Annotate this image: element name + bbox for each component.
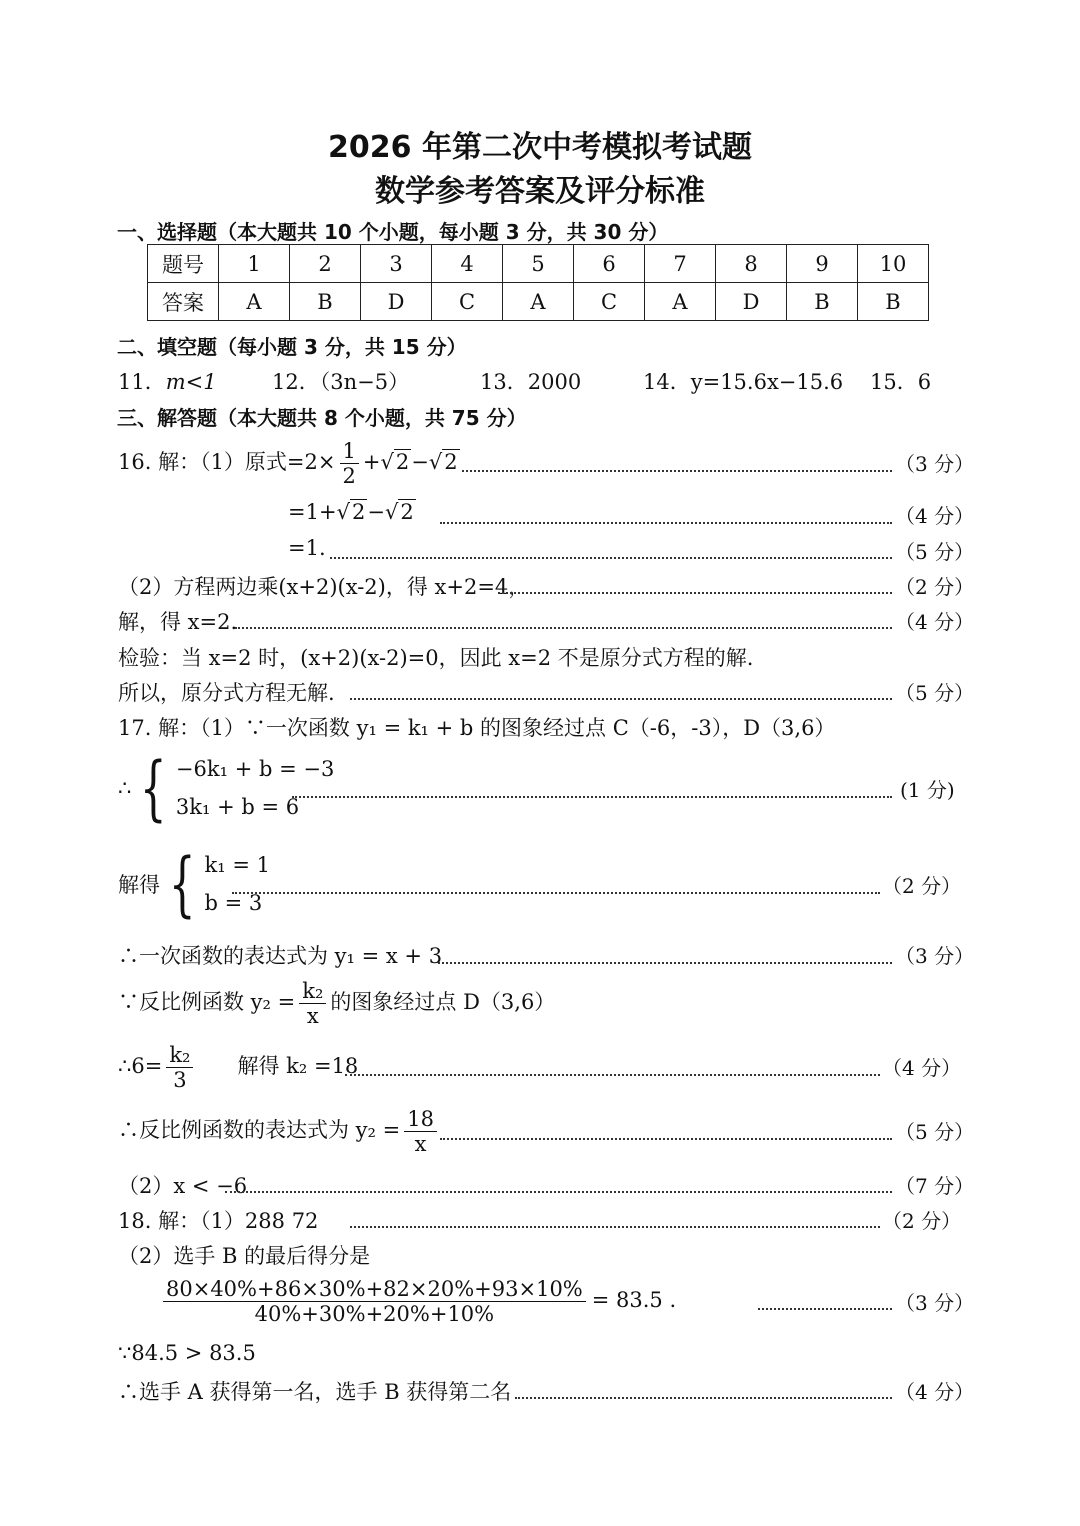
fraction-denominator: 3 xyxy=(173,1068,187,1092)
table-cell: 4 xyxy=(432,245,503,283)
math-text: ∴反比例函数的表达式为 y₂ = xyxy=(118,1118,401,1142)
question-number: 13． xyxy=(480,370,528,394)
q18-line2: （2）选手 B 的最后得分是 xyxy=(118,1244,371,1268)
score-mark: （4 分） xyxy=(895,504,975,528)
sqrt: √2 xyxy=(336,500,366,524)
question-number: 12． xyxy=(272,370,320,394)
q16-part2-line4: 所以，原分式方程无解. xyxy=(118,681,335,705)
answer-table xyxy=(147,244,929,321)
table-cell-label: 答案 xyxy=(148,283,219,321)
fraction xyxy=(166,1043,193,1092)
q17-line1: 17. 解：（1）∵一次函数 y₁ = k₁ + b 的图象经过点 C（-6，-3），D（3,6） xyxy=(118,716,836,740)
dot-leader xyxy=(225,1191,892,1193)
fill-q13 xyxy=(480,366,581,396)
table-cell: B xyxy=(858,283,929,321)
table-cell: 10 xyxy=(858,245,929,283)
table-cell: D xyxy=(716,283,787,321)
fraction xyxy=(340,439,359,488)
section-solution-heading: 三、解答题（本大题共 8 个小题，共 75 分） xyxy=(117,406,527,430)
sqrt: √2 xyxy=(384,500,414,524)
math-text: 的图象经过点 D（3,6） xyxy=(330,990,556,1014)
answer-text: （3n−5） xyxy=(319,370,410,394)
radicand: 2 xyxy=(351,500,366,524)
dot-leader xyxy=(235,627,892,629)
table-cell: C xyxy=(574,283,645,321)
q17-line8: （2）x < −6 xyxy=(118,1174,248,1198)
fill-q15 xyxy=(870,366,931,396)
score-mark: （3 分） xyxy=(895,944,975,968)
dot-leader xyxy=(345,1074,880,1076)
fraction-denominator: 40%+30%+20%+10% xyxy=(254,1302,495,1326)
section-choice-heading: 一、选择题（本大题共 10 个小题，每小题 3 分，共 30 分） xyxy=(117,220,669,244)
table-cell: B xyxy=(290,283,361,321)
sqrt: √2 xyxy=(380,450,410,474)
dot-leader xyxy=(292,796,892,798)
q18-line4: ∵84.5 > 83.5 xyxy=(118,1341,256,1365)
score-mark: （7 分） xyxy=(895,1174,975,1198)
solve-label: 解得 xyxy=(118,873,160,897)
fraction-denominator: 2 xyxy=(342,464,356,488)
exam-subtitle: 数学参考答案及评分标准 xyxy=(375,174,705,209)
table-cell: D xyxy=(361,283,432,321)
q17-system2 xyxy=(118,843,270,925)
sqrt: √2 xyxy=(428,450,458,474)
equation-system xyxy=(205,846,270,922)
q17-line7 xyxy=(118,1102,441,1158)
fraction-numerator: 80×40%+86×30%+82×20%+93×10% xyxy=(163,1277,586,1302)
fraction xyxy=(404,1107,437,1156)
q18-line5: ∴选手 A 获得第一名，选手 B 获得第二名 xyxy=(118,1380,512,1404)
fraction-numerator: k₂ xyxy=(299,979,326,1004)
equation: −6k₁ + b = −3 xyxy=(175,757,335,781)
dot-leader xyxy=(440,1138,892,1140)
q16-part2-line3: 检验：当 x=2 时，(x+2)(x-2)=0，因此 x=2 不是原分式方程的解. xyxy=(118,646,754,670)
table-cell: A xyxy=(645,283,716,321)
score-mark: （5 分） xyxy=(895,1120,975,1144)
score-mark: （2 分） xyxy=(882,874,962,898)
dot-leader xyxy=(330,557,892,559)
fraction-numerator: 18 xyxy=(404,1107,437,1132)
fraction-denominator: x xyxy=(414,1132,427,1156)
table-cell: A xyxy=(219,283,290,321)
score-mark: （5 分） xyxy=(895,540,975,564)
table-cell: 9 xyxy=(787,245,858,283)
dot-leader xyxy=(350,1226,880,1228)
table-cell: C xyxy=(432,283,503,321)
q16-line2 xyxy=(288,500,416,524)
q16-label: 16. 解：（1）原式= xyxy=(118,450,305,474)
brace-icon: { xyxy=(168,843,196,925)
q16-line1 xyxy=(118,434,460,490)
fill-q14 xyxy=(643,366,843,396)
brace-icon: { xyxy=(140,747,168,829)
math-text: ∴6= xyxy=(118,1054,163,1078)
math-text: ∵反比例函数 y₂ = xyxy=(118,990,296,1014)
dot-leader xyxy=(758,1308,892,1310)
dot-leader xyxy=(462,470,892,472)
answer-text: y=15.6x−15.6 xyxy=(690,370,844,394)
equation: 3k₁ + b = 6 xyxy=(175,795,300,819)
answer-text: m<1 xyxy=(165,370,217,394)
table-cell: B xyxy=(787,283,858,321)
table-cell: 7 xyxy=(645,245,716,283)
question-number: 14． xyxy=(643,370,691,394)
fill-q11 xyxy=(118,366,217,396)
therefore-symbol: ∴ xyxy=(118,776,132,800)
dot-leader xyxy=(515,1397,892,1399)
score-mark: （4 分） xyxy=(882,1056,962,1080)
math-text: 解得 k₂ =18 xyxy=(237,1054,359,1078)
fill-q12 xyxy=(272,366,409,396)
fraction-denominator: x xyxy=(306,1004,319,1028)
score-mark: （2 分） xyxy=(895,575,975,599)
radicand: 2 xyxy=(395,450,410,474)
q17-line4: ∴一次函数的表达式为 y₁ = x + 3 xyxy=(118,944,443,968)
table-row-numbers xyxy=(148,245,929,283)
q18-line1: 18. 解：（1）288 72 xyxy=(118,1209,319,1233)
dot-leader xyxy=(498,592,892,594)
question-number: 15． xyxy=(870,370,918,394)
table-cell: A xyxy=(503,283,574,321)
fraction-numerator: 1 xyxy=(340,439,359,464)
math-text: − xyxy=(411,450,429,474)
fraction xyxy=(163,1277,586,1326)
equation-system xyxy=(176,750,334,826)
section-fill-heading: 二、填空题（每小题 3 分，共 15 分） xyxy=(117,335,467,359)
score-mark: （2 分） xyxy=(882,1209,962,1233)
q16-line3: =1. xyxy=(288,536,326,560)
table-cell: 6 xyxy=(574,245,645,283)
score-mark: （5 分） xyxy=(895,681,975,705)
q17-line5 xyxy=(118,974,555,1030)
table-cell-label: 题号 xyxy=(148,245,219,283)
answer-text: 2000 xyxy=(527,370,582,394)
math-text: = 83.5 . xyxy=(591,1288,677,1312)
score-mark: (1 分) xyxy=(900,778,955,802)
fraction-numerator: k₂ xyxy=(166,1043,193,1068)
radicand: 2 xyxy=(400,500,414,524)
q16-part2-line2: 解，得 x=2. xyxy=(118,610,238,634)
q18-line3 xyxy=(163,1270,676,1330)
q17-system1 xyxy=(118,747,335,829)
math-text: =1+ xyxy=(288,500,337,524)
table-cell: 1 xyxy=(219,245,290,283)
dot-leader xyxy=(350,698,892,700)
math-text: 2× xyxy=(304,450,336,474)
equation: k₁ = 1 xyxy=(204,853,270,877)
score-mark: （4 分） xyxy=(895,610,975,634)
table-cell: 5 xyxy=(503,245,574,283)
equation: b = 3 xyxy=(204,891,263,915)
table-row-answers xyxy=(148,283,929,321)
q16-part2-line1: （2）方程两边乘(x+2)(x-2)，得 x+2=4， xyxy=(118,575,530,599)
table-cell: 8 xyxy=(716,245,787,283)
score-mark: （3 分） xyxy=(895,1291,975,1315)
exam-title: 2026 年第二次中考模拟考试题 xyxy=(328,130,752,165)
dot-leader xyxy=(232,892,880,894)
dot-leader xyxy=(440,522,892,524)
question-number: 11． xyxy=(118,370,166,394)
q17-line6 xyxy=(118,1038,358,1094)
score-mark: （3 分） xyxy=(895,452,975,476)
radicand: 2 xyxy=(444,450,458,474)
table-cell: 3 xyxy=(361,245,432,283)
answer-text: 6 xyxy=(917,370,932,394)
fraction xyxy=(299,979,326,1028)
math-text: − xyxy=(367,500,385,524)
dot-leader xyxy=(438,962,892,964)
table-cell: 2 xyxy=(290,245,361,283)
score-mark: （4 分） xyxy=(895,1380,975,1404)
math-text: + xyxy=(362,450,381,474)
